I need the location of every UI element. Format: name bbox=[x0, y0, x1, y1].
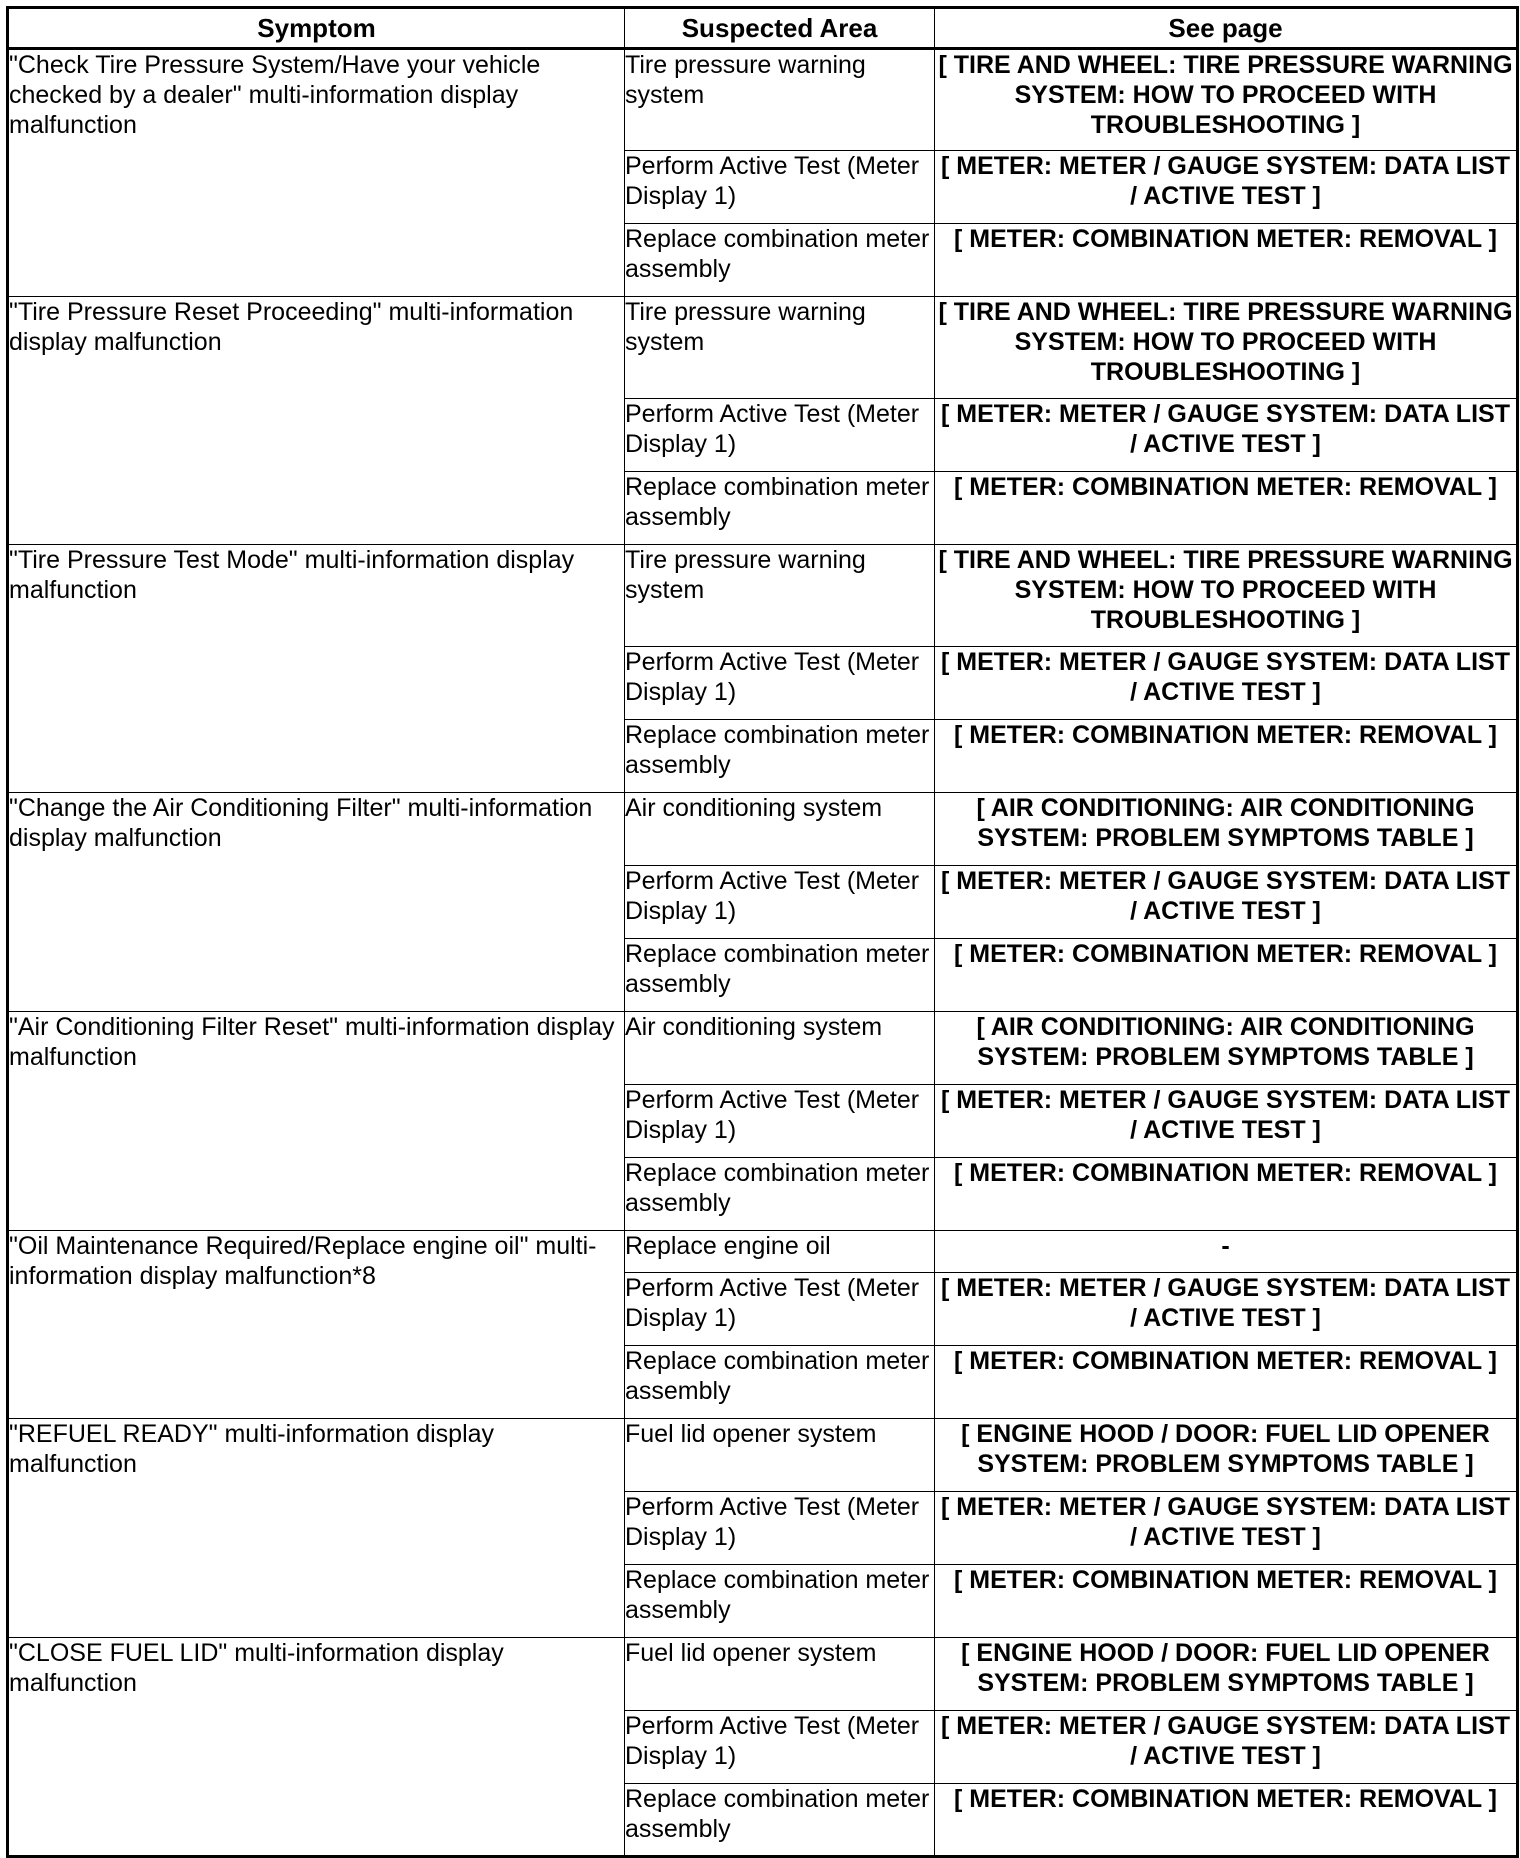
header-see-page: See page bbox=[935, 8, 1518, 49]
header-row bbox=[8, 8, 1518, 49]
suspected-area-cell: Replace combination meter assembly bbox=[625, 1565, 935, 1638]
symptom-cell: "Tire Pressure Test Mode" multi-information display malfunction bbox=[8, 545, 625, 793]
see-page-cell: [ METER: METER / GAUGE SYSTEM: DATA LIST / ACTIVE TEST ] bbox=[935, 1492, 1518, 1565]
table-row bbox=[8, 297, 1518, 399]
suspected-area-cell: Perform Active Test (Meter Display 1) bbox=[625, 399, 935, 472]
suspected-area-cell: Replace combination meter assembly bbox=[625, 224, 935, 297]
suspected-area-cell: Replace combination meter assembly bbox=[625, 472, 935, 545]
see-page-cell: [ METER: COMBINATION METER: REMOVAL ] bbox=[935, 1784, 1518, 1857]
see-page-cell: [ METER: METER / GAUGE SYSTEM: DATA LIST / ACTIVE TEST ] bbox=[935, 1085, 1518, 1158]
see-page-cell: [ METER: METER / GAUGE SYSTEM: DATA LIST / ACTIVE TEST ] bbox=[935, 866, 1518, 939]
see-page-cell: [ METER: METER / GAUGE SYSTEM: DATA LIST / ACTIVE TEST ] bbox=[935, 1273, 1518, 1346]
suspected-area-cell: Perform Active Test (Meter Display 1) bbox=[625, 647, 935, 720]
suspected-area-cell: Replace engine oil bbox=[625, 1231, 935, 1273]
suspected-area-cell: Perform Active Test (Meter Display 1) bbox=[625, 1085, 935, 1158]
see-page-cell: [ METER: COMBINATION METER: REMOVAL ] bbox=[935, 1565, 1518, 1638]
see-page-cell: [ METER: METER / GAUGE SYSTEM: DATA LIST / ACTIVE TEST ] bbox=[935, 399, 1518, 472]
suspected-area-cell: Tire pressure warning system bbox=[625, 297, 935, 399]
see-page-cell: [ AIR CONDITIONING: AIR CONDITIONING SYSTEM: PROBLEM SYMPTOMS TABLE ] bbox=[935, 793, 1518, 866]
suspected-area-cell: Perform Active Test (Meter Display 1) bbox=[625, 1711, 935, 1784]
suspected-area-cell: Perform Active Test (Meter Display 1) bbox=[625, 866, 935, 939]
table-row bbox=[8, 1638, 1518, 1711]
see-page-cell: - bbox=[935, 1231, 1518, 1273]
suspected-area-cell: Perform Active Test (Meter Display 1) bbox=[625, 151, 935, 224]
see-page-cell: [ METER: COMBINATION METER: REMOVAL ] bbox=[935, 1158, 1518, 1231]
see-page-cell: [ ENGINE HOOD / DOOR: FUEL LID OPENER SYSTEM: PROBLEM SYMPTOMS TABLE ] bbox=[935, 1638, 1518, 1711]
suspected-area-cell: Replace combination meter assembly bbox=[625, 720, 935, 793]
see-page-cell: [ METER: COMBINATION METER: REMOVAL ] bbox=[935, 224, 1518, 297]
see-page-cell: [ TIRE AND WHEEL: TIRE PRESSURE WARNING SYSTEM: HOW TO PROCEED WITH TROUBLESHOOTING ] bbox=[935, 297, 1518, 399]
table-row bbox=[8, 1012, 1518, 1085]
suspected-area-cell: Replace combination meter assembly bbox=[625, 1784, 935, 1857]
see-page-cell: [ TIRE AND WHEEL: TIRE PRESSURE WARNING SYSTEM: HOW TO PROCEED WITH TROUBLESHOOTING ] bbox=[935, 545, 1518, 647]
see-page-cell: [ METER: COMBINATION METER: REMOVAL ] bbox=[935, 939, 1518, 1012]
symptom-cell: "Tire Pressure Reset Proceeding" multi-information display malfunction bbox=[8, 297, 625, 545]
suspected-area-cell: Air conditioning system bbox=[625, 1012, 935, 1085]
table-row bbox=[8, 1419, 1518, 1492]
see-page-cell: [ ENGINE HOOD / DOOR: FUEL LID OPENER SYSTEM: PROBLEM SYMPTOMS TABLE ] bbox=[935, 1419, 1518, 1492]
table-row bbox=[8, 545, 1518, 647]
problem-symptoms-sheet bbox=[6, 6, 1516, 1858]
table-row bbox=[8, 1231, 1518, 1273]
suspected-area-cell: Fuel lid opener system bbox=[625, 1419, 935, 1492]
header-symptom: Symptom bbox=[8, 8, 625, 49]
see-page-cell: [ METER: METER / GAUGE SYSTEM: DATA LIST / ACTIVE TEST ] bbox=[935, 1711, 1518, 1784]
see-page-cell: [ METER: METER / GAUGE SYSTEM: DATA LIST / ACTIVE TEST ] bbox=[935, 151, 1518, 224]
symptom-cell: "REFUEL READY" multi-information display malfunction bbox=[8, 1419, 625, 1638]
suspected-area-cell: Replace combination meter assembly bbox=[625, 1346, 935, 1419]
suspected-area-cell: Perform Active Test (Meter Display 1) bbox=[625, 1273, 935, 1346]
suspected-area-cell: Air conditioning system bbox=[625, 793, 935, 866]
suspected-area-cell: Replace combination meter assembly bbox=[625, 1158, 935, 1231]
see-page-cell: [ METER: METER / GAUGE SYSTEM: DATA LIST / ACTIVE TEST ] bbox=[935, 647, 1518, 720]
symptom-cell: "Change the Air Conditioning Filter" multi-information display malfunction bbox=[8, 793, 625, 1012]
symptom-cell: "Air Conditioning Filter Reset" multi-information display malfunction bbox=[8, 1012, 625, 1231]
suspected-area-cell: Tire pressure warning system bbox=[625, 545, 935, 647]
symptom-cell: "Check Tire Pressure System/Have your vehicle checked by a dealer" multi-information display malfunction bbox=[8, 49, 625, 297]
see-page-cell: [ METER: COMBINATION METER: REMOVAL ] bbox=[935, 1346, 1518, 1419]
suspected-area-cell: Tire pressure warning system bbox=[625, 49, 935, 151]
symptom-cell: "Oil Maintenance Required/Replace engine oil" multi-information display malfunction*8 bbox=[8, 1231, 625, 1419]
suspected-area-cell: Replace combination meter assembly bbox=[625, 939, 935, 1012]
table-row bbox=[8, 49, 1518, 151]
table-row bbox=[8, 793, 1518, 866]
see-page-cell: [ AIR CONDITIONING: AIR CONDITIONING SYSTEM: PROBLEM SYMPTOMS TABLE ] bbox=[935, 1012, 1518, 1085]
see-page-cell: [ METER: COMBINATION METER: REMOVAL ] bbox=[935, 472, 1518, 545]
header-suspected-area: Suspected Area bbox=[625, 8, 935, 49]
see-page-cell: [ METER: COMBINATION METER: REMOVAL ] bbox=[935, 720, 1518, 793]
problem-symptoms-table bbox=[6, 6, 1519, 1858]
symptom-cell: "CLOSE FUEL LID" multi-information display malfunction bbox=[8, 1638, 625, 1857]
suspected-area-cell: Fuel lid opener system bbox=[625, 1638, 935, 1711]
see-page-cell: [ TIRE AND WHEEL: TIRE PRESSURE WARNING SYSTEM: HOW TO PROCEED WITH TROUBLESHOOTING ] bbox=[935, 49, 1518, 151]
suspected-area-cell: Perform Active Test (Meter Display 1) bbox=[625, 1492, 935, 1565]
